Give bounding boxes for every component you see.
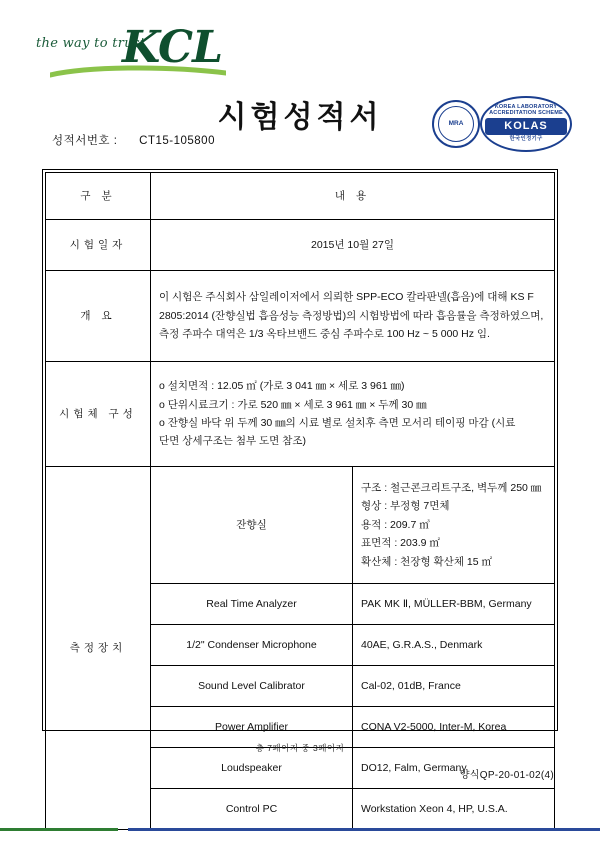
- equipment-name: 1/2" Condenser Microphone: [151, 625, 353, 666]
- specimen-line: o 단위시료크기 : 가로 520 ㎜ × 세로 3 961 ㎜ × 두께 30 ㎜: [159, 398, 427, 411]
- equipment-value: [353, 467, 555, 584]
- equipment-name: Control PC: [151, 789, 353, 830]
- equipment-value: 40AE, G.R.A.S., Denmark: [353, 625, 555, 666]
- report-number-label: 성적서번호 :: [52, 135, 118, 147]
- logo-wordmark: KCL: [122, 22, 223, 73]
- row-label-specimen: 시험체 구성: [46, 362, 151, 467]
- specimen-line: o 설치면적 : 12.05 ㎡ (가로 3 041 ㎜ × 세로 3 961 ㎜): [159, 380, 405, 393]
- equipment-value: Workstation Xeon 4, HP, U.S.A.: [353, 789, 555, 830]
- specimen-line: 단면 상세구조는 첨부 도면 참조): [159, 435, 307, 448]
- report-number-value: CT15-105800: [139, 135, 215, 147]
- ilac-mra-seal-icon: [432, 100, 480, 148]
- table-header-left: 구 분: [46, 173, 151, 220]
- kolas-seal-top-text: KOREA LABORATORY ACCREDITATION SCHEME: [489, 103, 563, 116]
- row-label-equipment: 측정장치: [46, 467, 151, 830]
- row-value-summary: [151, 271, 555, 362]
- table-row: [46, 173, 555, 220]
- ilac-mra-seal-inner: MRA: [438, 106, 474, 142]
- row-label-summary: 개 요: [46, 271, 151, 362]
- report-number: [52, 132, 215, 148]
- bottom-rule: [0, 828, 600, 831]
- summary-line: 이 시험은 주식회사 삼일레이저에서 의뢰한 SPP-ECO 칼라판넬(흡음)에 대해 KS F: [159, 291, 534, 304]
- kolas-seal-band: KOLAS: [485, 118, 567, 135]
- equipment-detail-line: 확산체 : 천장형 확산체 15 ㎡: [361, 555, 492, 568]
- kcl-logo: [34, 22, 234, 80]
- specimen-line: o 잔향실 바닥 위 두께 30 ㎜의 시료 별로 설치후 측면 모서리 테이핑 마감 (시료: [159, 417, 516, 429]
- equipment-value: Cal-02, 01dB, France: [353, 666, 555, 707]
- equipment-detail-line: 구조 : 철근콘크리트구조, 벽두께 250 ㎜: [361, 482, 542, 495]
- logo-swoosh-icon: [50, 64, 226, 78]
- page-title: 시험성적서: [217, 100, 383, 135]
- kolas-seal-icon: [480, 96, 572, 152]
- table-row: [46, 271, 555, 362]
- equipment-name: Real Time Analyzer: [151, 584, 353, 625]
- bottom-rule-green: [0, 828, 118, 831]
- row-value-specimen: [151, 362, 555, 467]
- equipment-detail-line: 용적 : 209.7 ㎥: [361, 518, 430, 531]
- summary-line: 2805:2014 (잔향실법 흡음성능 측정방법)의 시험방법에 따라 흡음률을 측정하였으며,: [159, 309, 544, 322]
- equipment-value: DO12, Falm, Germany: [353, 748, 555, 789]
- equipment-detail-line: 표면적 : 203.9 ㎡: [361, 537, 440, 550]
- bottom-rule-blue: [128, 828, 600, 831]
- table-row: [46, 220, 555, 271]
- summary-line: 측정 주파수 대역은 1/3 옥타브밴드 중심 주파수로 100 Hz ~ 5 000 Hz 임.: [159, 328, 490, 341]
- equipment-name: Loudspeaker: [151, 748, 353, 789]
- row-label-test-date: 시험일자: [46, 220, 151, 271]
- table-row: [46, 362, 555, 467]
- equipment-value: CONA V2-5000, Inter-M, Korea: [353, 707, 555, 748]
- equipment-name: 잔향실: [151, 467, 353, 584]
- equipment-name: Power Amplifier: [151, 707, 353, 748]
- logo-tagline: the way to trust: [36, 36, 146, 51]
- equipment-name: Sound Level Calibrator: [151, 666, 353, 707]
- row-value-test-date: 2015년 10월 27일: [151, 220, 555, 271]
- form-number: 양식QP-20-01-02(4): [459, 770, 554, 781]
- table-header-right: 내 용: [151, 173, 555, 220]
- equipment-detail-line: 형상 : 부정형 7면체: [361, 500, 450, 513]
- kolas-seal-sub-text: 한국인정기구: [509, 136, 543, 143]
- page-count: 총 7페이지 중 3페이지: [255, 743, 345, 753]
- accreditation-seals: [432, 96, 572, 148]
- table-row: [46, 467, 555, 584]
- equipment-value: PAK MK Ⅱ, MÜLLER-BBM, Germany: [353, 584, 555, 625]
- report-table: [45, 172, 555, 830]
